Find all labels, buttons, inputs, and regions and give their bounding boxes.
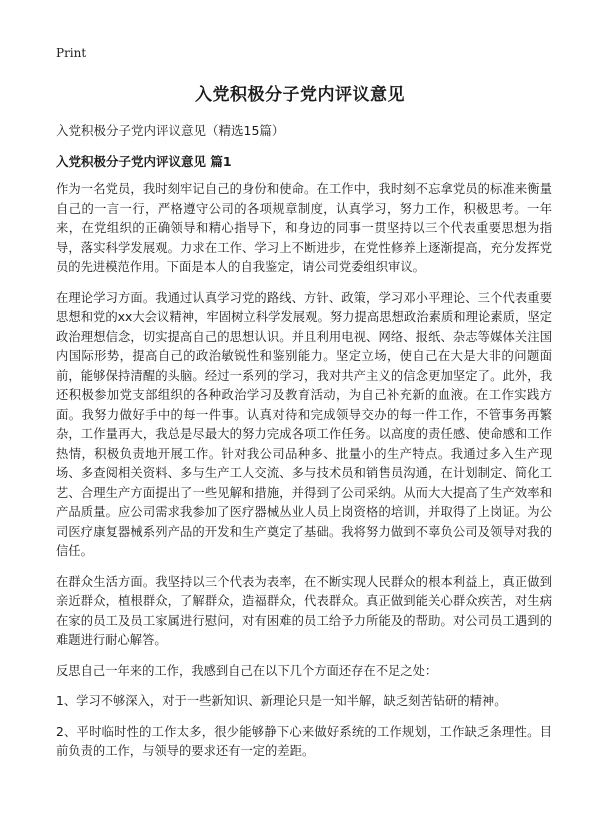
paragraph: 在群众生活方面。我坚持以三个代表为表率，在不断实现人民群众的根本利益上，真正做到亲近群众，植根群众，了解群众，造福群众，代表群众。真正做到能关心群众疾苦，对生病在家的员工及员工家属进行慰问，对有困难的员工给予力所能及的帮助。对公司员工遇到的难题进行耐心解答。 — [56, 574, 552, 647]
paragraph: 2、平时临时性的工作太多，很少能够静下心来做好系统的工作规划，工作缺乏条理性。目前负责的工作，与领导的要求还有一定的差距。 — [56, 724, 552, 758]
paragraph: 作为一名党员，我时刻牢记自己的身份和使命。在工作中，我时刻不忘拿党员的标准来衡量自己的一言一行，严格遵守公司的各项规章制度，认真学习，努力工作，积极思考。一年来，在党组织的正确领导和精心指导下，和身边的同事一贯坚持以三个代表重要思想为指导，落实科学发展观。力求在工作、学习上不断进步，在党性修养上逐渐提高，充分发挥党员的先进模范作用。下面是本人的自我鉴定，请公司党委组织审议。 — [56, 182, 552, 274]
section-heading: 入党积极分子党内评议意见 篇1 — [56, 154, 232, 169]
print-link[interactable]: Print — [56, 46, 87, 60]
article-body — [56, 180, 552, 773]
paragraph: 1、学习不够深入，对于一些新知识、新理论只是一知半解，缺乏刻苦钻研的精神。 — [56, 694, 507, 708]
page-title: 入党积极分子党内评议意见 — [195, 85, 405, 105]
document-subtitle: 入党积极分子党内评议意见（精选15篇） — [56, 123, 285, 138]
paragraph: 在理论学习方面。我通过认真学习党的路线、方针、政策，学习邓小平理论、三个代表重要思想和党的xx大会议精神，牢固树立科学发展观。努力提高思想政治素质和理论素质，坚定政治理想信念，切实提高自己的思想认识。并且利用电视、网络、报纸、杂志等媒体关注国内国际形势，提高自己的政治敏锐性和鉴别能力。坚定立场，使自己在大是大非的问题面前，能够保持清醒的头脑。经过一系列的学习，我对共产主义的信念更加坚定了。此外，我还积极参加党支部组织的各种政治学习及教育活动，为自己补充新的血液。在工作实践方面。我努力做好手中的每一件事。认真对待和完成领导交办的每一件工作，不管事务再繁杂，工作量再大，我总是尽最大的努力完成各项工作任务。以高度的责任感、使命感和工作热情，积极负责地开展工作。针对我公司品种多、批量小的生产特点。我通过多入生产现场、多查阅相关资料、多与生产工人交流、多与技术员和销售员沟通，在计划制定、简化工艺、合理生产方面提出了一些见解和措施，并得到了公司采纳。从而大大提高了生产效率和产品质量。应公司需求我参加了医疗器械丛业人员上岗资格的培训，并取得了上岗证。为公司医疗康复器械系列产品的开发和生产奠定了基础。我将努力做到不辜负公司及领导对我的信任。 — [56, 290, 552, 558]
paragraph: 反思自己一年来的工作，我感到自己在以下几个方面还存在不足之处： — [56, 663, 438, 678]
